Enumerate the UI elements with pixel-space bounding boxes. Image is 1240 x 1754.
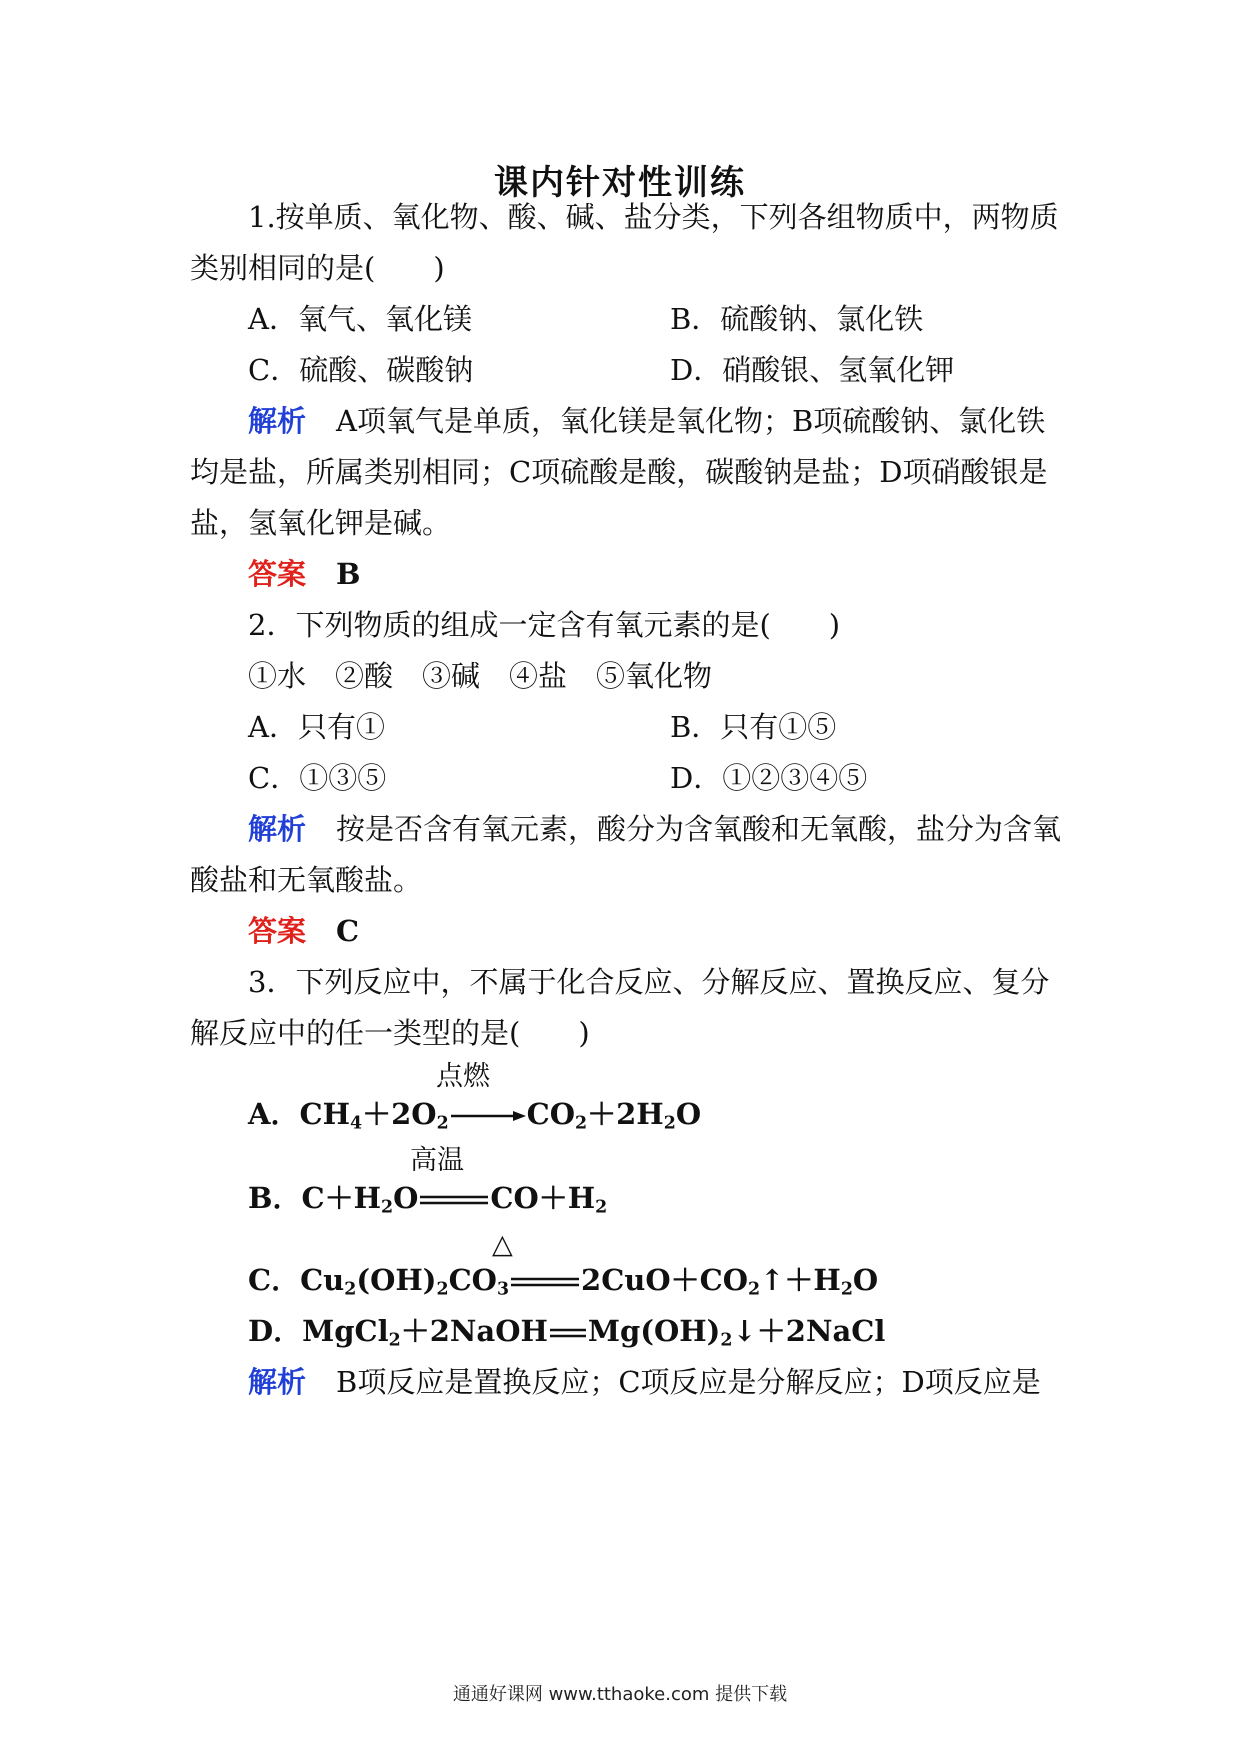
q3-option-c-label: C． xyxy=(248,1263,301,1297)
q1-option-d: D．硝酸银、氢氧化钾 xyxy=(670,353,955,387)
q3-option-b-label: B． xyxy=(248,1181,302,1215)
q2-option-c: C．①③⑤ xyxy=(248,761,387,795)
q3-option-c-condition: △ xyxy=(492,1229,513,1260)
analysis-label: 解析 xyxy=(248,404,307,438)
q1-analysis-line3: 盐，氢氧化钾是碱。 xyxy=(190,506,452,540)
q3-option-c xyxy=(248,1260,878,1300)
q1-stem-line2: 类别相同的是( ) xyxy=(190,251,445,285)
q3-option-a-equation: $CH_4+2O_2$ $CO_2+2H_2O$ xyxy=(299,1097,702,1134)
q1-option-a: A．氧气、氧化镁 xyxy=(248,302,472,336)
q3-option-a xyxy=(248,1094,701,1134)
q1-analysis xyxy=(248,401,1045,441)
arrow-icon xyxy=(449,1108,527,1124)
q3-option-c-equation: $Cu_2(OH)_2CO_3$ $2CuO+CO_2↑+H_2O$ xyxy=(300,1263,879,1300)
q3-option-b xyxy=(248,1178,607,1218)
q3-option-d xyxy=(248,1311,885,1351)
q2-answer xyxy=(248,911,359,951)
footer: 通通好课网 www.tthaoke.com 提供下载 xyxy=(452,1684,788,1705)
q3-option-b-equation: $C+H_2O$ $CO+H_2$ xyxy=(301,1181,608,1218)
q2-items: ①水 ②酸 ③碱 ④盐 ⑤氧化物 xyxy=(248,659,713,693)
double-line-icon xyxy=(418,1192,490,1208)
q3-option-b-condition: 高温 xyxy=(410,1145,464,1176)
answer-label: 答案 xyxy=(248,914,307,948)
q2-option-b: B．只有①⑤ xyxy=(670,710,837,744)
q3-stem-line1: 3．下列反应中，不属于化合反应、分解反应、置换反应、复分 xyxy=(248,965,1050,999)
double-line-icon xyxy=(509,1274,581,1290)
answer-label: 答案 xyxy=(248,557,307,591)
analysis-label: 解析 xyxy=(248,812,307,846)
q2-analysis-line2: 酸盐和无氧酸盐。 xyxy=(190,863,423,897)
q1-option-b: B．硫酸钠、氯化铁 xyxy=(670,302,924,336)
q3-option-d-label: D． xyxy=(248,1314,303,1348)
analysis-label: 解析 xyxy=(248,1365,307,1399)
page-title: 课内针对性训练 xyxy=(494,163,746,203)
q1-analysis-line2: 均是盐，所属类别相同；C项硫酸是酸，碳酸钠是盐；D项硝酸银是 xyxy=(190,455,1048,489)
q1-option-c: C．硫酸、碳酸钠 xyxy=(248,353,474,387)
q1-analysis-line1: A项氧气是单质，氧化镁是氧化物；B项硫酸钠、氯化铁 xyxy=(336,404,1046,438)
q3-analysis xyxy=(248,1362,1041,1402)
q3-option-a-label: A． xyxy=(248,1097,300,1131)
q1-answer xyxy=(248,554,361,594)
q3-analysis-line1: B项反应是置换反应；C项反应是分解反应；D项反应是 xyxy=(336,1365,1041,1399)
q2-answer-value: C xyxy=(336,914,360,948)
q1-stem-line1: 1.按单质、氧化物、酸、碱、盐分类，下列各组物质中，两物质 xyxy=(248,200,1059,234)
q1-answer-value: B xyxy=(336,557,361,591)
double-line-icon xyxy=(548,1325,588,1341)
q2-stem: 2．下列物质的组成一定含有氧元素的是( ) xyxy=(248,608,841,642)
q3-stem-line2: 解反应中的任一类型的是( ) xyxy=(190,1016,590,1050)
q2-analysis xyxy=(248,809,1061,849)
q3-option-a-condition: 点燃 xyxy=(436,1061,490,1092)
q2-analysis-line1: 按是否含有氧元素，酸分为含氧酸和无氧酸，盐分为含氧 xyxy=(336,812,1062,846)
q2-option-d: D．①②③④⑤ xyxy=(670,761,868,795)
q2-option-a: A．只有① xyxy=(248,710,385,744)
q3-option-d-equation: MgCl$_2$＋2NaOH $Mg(OH)_2↓+2NaCl$ xyxy=(302,1314,886,1351)
